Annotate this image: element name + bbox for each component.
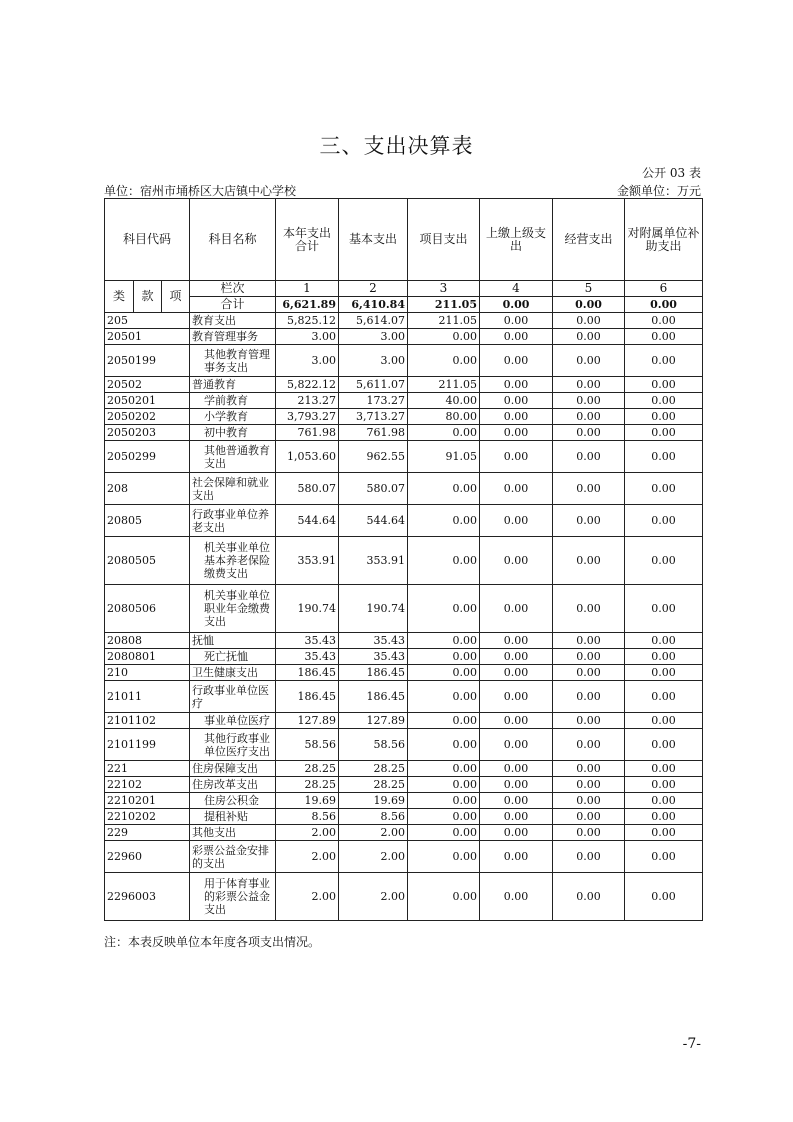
amount-basic: 19.69 <box>339 793 408 809</box>
amount-total: 28.25 <box>276 761 339 777</box>
amount-business: 0.00 <box>553 825 625 841</box>
subject-code: 2050202 <box>105 409 190 425</box>
amount-upper: 0.00 <box>480 873 553 921</box>
amount-business: 0.00 <box>553 345 625 377</box>
amount-total: 213.27 <box>276 393 339 409</box>
amount-upper: 0.00 <box>480 425 553 441</box>
col-num-3: 3 <box>408 281 480 297</box>
table-row <box>105 537 703 585</box>
amount-subsidy: 0.00 <box>625 761 703 777</box>
amount-upper: 0.00 <box>480 313 553 329</box>
header-xiang: 项 <box>162 281 190 313</box>
table-row <box>105 585 703 633</box>
subject-code: 229 <box>105 825 190 841</box>
subject-code: 2296003 <box>105 873 190 921</box>
amount-project: 0.00 <box>408 505 480 537</box>
table-row <box>105 649 703 665</box>
amount-upper: 0.00 <box>480 345 553 377</box>
amount-upper: 0.00 <box>480 665 553 681</box>
amount-subsidy: 0.00 <box>625 825 703 841</box>
subject-code: 210 <box>105 665 190 681</box>
amount-basic: 2.00 <box>339 873 408 921</box>
subject-code: 22960 <box>105 841 190 873</box>
subject-code: 2050203 <box>105 425 190 441</box>
table-row <box>105 329 703 345</box>
subject-name: 提租补贴 <box>190 809 276 825</box>
amount-project: 0.00 <box>408 777 480 793</box>
subject-name: 用于体育事业的彩票公益金支出 <box>190 873 276 921</box>
table-row <box>105 473 703 505</box>
amount-upper: 0.00 <box>480 473 553 505</box>
amount-business: 0.00 <box>553 505 625 537</box>
amount-project: 0.00 <box>408 729 480 761</box>
amount-business: 0.00 <box>553 441 625 473</box>
table-row <box>105 505 703 537</box>
amount-basic: 127.89 <box>339 713 408 729</box>
table-row <box>105 409 703 425</box>
amount-upper: 0.00 <box>480 441 553 473</box>
table-row <box>105 377 703 393</box>
amount-project: 0.00 <box>408 633 480 649</box>
subject-code: 2050201 <box>105 393 190 409</box>
subject-code: 221 <box>105 761 190 777</box>
amount-subsidy: 0.00 <box>625 681 703 713</box>
table-row <box>105 633 703 649</box>
table-row <box>105 873 703 921</box>
subject-name: 其他行政事业单位医疗支出 <box>190 729 276 761</box>
amount-business: 0.00 <box>553 313 625 329</box>
amount-basic: 3.00 <box>339 345 408 377</box>
amount-subsidy: 0.00 <box>625 841 703 873</box>
total-cell: 6,410.84 <box>339 297 408 313</box>
amount-basic: 35.43 <box>339 649 408 665</box>
subject-code: 2050299 <box>105 441 190 473</box>
table-row <box>105 345 703 377</box>
amount-upper: 0.00 <box>480 649 553 665</box>
amount-upper: 0.00 <box>480 793 553 809</box>
amount-upper: 0.00 <box>480 729 553 761</box>
amount-basic: 173.27 <box>339 393 408 409</box>
amount-project: 0.00 <box>408 713 480 729</box>
amount-business: 0.00 <box>553 665 625 681</box>
subject-code: 2101199 <box>105 729 190 761</box>
header-code: 科目代码 <box>105 199 190 281</box>
amount-business: 0.00 <box>553 873 625 921</box>
amount-subsidy: 0.00 <box>625 713 703 729</box>
amount-subsidy: 0.00 <box>625 345 703 377</box>
total-cell: 211.05 <box>408 297 480 313</box>
subject-code: 20502 <box>105 377 190 393</box>
amount-basic: 186.45 <box>339 681 408 713</box>
amount-project: 0.00 <box>408 649 480 665</box>
table-row <box>105 729 703 761</box>
amount-subsidy: 0.00 <box>625 505 703 537</box>
amount-upper: 0.00 <box>480 681 553 713</box>
amount-upper: 0.00 <box>480 505 553 537</box>
amount-business: 0.00 <box>553 777 625 793</box>
amount-project: 91.05 <box>408 441 480 473</box>
total-cell: 0.00 <box>480 297 553 313</box>
amount-upper: 0.00 <box>480 377 553 393</box>
amount-project: 40.00 <box>408 393 480 409</box>
amount-subsidy: 0.00 <box>625 793 703 809</box>
amount-business: 0.00 <box>553 713 625 729</box>
amount-upper: 0.00 <box>480 841 553 873</box>
amount-subsidy: 0.00 <box>625 409 703 425</box>
total-row <box>105 297 703 313</box>
total-cell: 0.00 <box>553 297 625 313</box>
table-row <box>105 665 703 681</box>
amount-project: 0.00 <box>408 665 480 681</box>
header-project: 项目支出 <box>408 199 480 281</box>
header-lanci: 栏次 <box>190 281 276 297</box>
amount-basic: 3,713.27 <box>339 409 408 425</box>
amount-project: 0.00 <box>408 425 480 441</box>
amount-total: 5,825.12 <box>276 313 339 329</box>
subject-code: 2080801 <box>105 649 190 665</box>
subject-name: 机关事业单位职业年金缴费支出 <box>190 585 276 633</box>
amount-basic: 5,614.07 <box>339 313 408 329</box>
col-num-2: 2 <box>339 281 408 297</box>
amount-upper: 0.00 <box>480 393 553 409</box>
subject-code: 20501 <box>105 329 190 345</box>
amount-business: 0.00 <box>553 393 625 409</box>
subject-code: 208 <box>105 473 190 505</box>
amount-total: 5,822.12 <box>276 377 339 393</box>
amount-business: 0.00 <box>553 681 625 713</box>
subject-name: 住房改革支出 <box>190 777 276 793</box>
amount-total: 28.25 <box>276 777 339 793</box>
header-business: 经营支出 <box>553 199 625 281</box>
table-row <box>105 793 703 809</box>
amount-project: 0.00 <box>408 809 480 825</box>
amount-project: 0.00 <box>408 873 480 921</box>
amount-project: 0.00 <box>408 585 480 633</box>
amount-total: 544.64 <box>276 505 339 537</box>
subject-name: 卫生健康支出 <box>190 665 276 681</box>
amount-project: 0.00 <box>408 825 480 841</box>
column-number-row <box>105 281 703 297</box>
subject-code: 205 <box>105 313 190 329</box>
amount-upper: 0.00 <box>480 633 553 649</box>
amount-business: 0.00 <box>553 761 625 777</box>
amount-basic: 28.25 <box>339 761 408 777</box>
amount-upper: 0.00 <box>480 777 553 793</box>
table-row <box>105 825 703 841</box>
amount-total: 761.98 <box>276 425 339 441</box>
amount-total: 2.00 <box>276 841 339 873</box>
amount-upper: 0.00 <box>480 537 553 585</box>
header-kuan: 款 <box>134 281 162 313</box>
amount-project: 0.00 <box>408 793 480 809</box>
amount-subsidy: 0.00 <box>625 377 703 393</box>
table-row <box>105 313 703 329</box>
amount-total: 353.91 <box>276 537 339 585</box>
subject-name: 普通教育 <box>190 377 276 393</box>
subject-name: 其他支出 <box>190 825 276 841</box>
amount-business: 0.00 <box>553 793 625 809</box>
table-row <box>105 841 703 873</box>
table-row <box>105 713 703 729</box>
col-num-4: 4 <box>480 281 553 297</box>
amount-upper: 0.00 <box>480 761 553 777</box>
form-number: 公开 03 表 <box>642 166 701 180</box>
amount-project: 0.00 <box>408 345 480 377</box>
amount-basic: 5,611.07 <box>339 377 408 393</box>
col-num-1: 1 <box>276 281 339 297</box>
amount-subsidy: 0.00 <box>625 873 703 921</box>
page-number: -7- <box>682 1036 701 1052</box>
header-subsidy: 对附属单位补助支出 <box>625 199 703 281</box>
amount-subsidy: 0.00 <box>625 585 703 633</box>
subject-name: 事业单位医疗 <box>190 713 276 729</box>
amount-basic: 3.00 <box>339 329 408 345</box>
subject-code: 2080505 <box>105 537 190 585</box>
amount-subsidy: 0.00 <box>625 313 703 329</box>
subject-name: 其他普通教育支出 <box>190 441 276 473</box>
amount-subsidy: 0.00 <box>625 777 703 793</box>
amount-total: 580.07 <box>276 473 339 505</box>
header-upper: 上缴上级支出 <box>480 199 553 281</box>
amount-basic: 190.74 <box>339 585 408 633</box>
amount-upper: 0.00 <box>480 409 553 425</box>
amount-upper: 0.00 <box>480 825 553 841</box>
amount-basic: 2.00 <box>339 841 408 873</box>
subject-name: 行政事业单位养老支出 <box>190 505 276 537</box>
amount-subsidy: 0.00 <box>625 809 703 825</box>
amount-total: 3.00 <box>276 329 339 345</box>
amount-subsidy: 0.00 <box>625 473 703 505</box>
amount-total: 2.00 <box>276 873 339 921</box>
header-row <box>105 199 703 281</box>
table-row <box>105 761 703 777</box>
amount-business: 0.00 <box>553 425 625 441</box>
amount-total: 127.89 <box>276 713 339 729</box>
amount-upper: 0.00 <box>480 713 553 729</box>
amount-business: 0.00 <box>553 409 625 425</box>
amount-project: 0.00 <box>408 841 480 873</box>
table-row <box>105 441 703 473</box>
amount-subsidy: 0.00 <box>625 441 703 473</box>
amount-total: 186.45 <box>276 665 339 681</box>
amount-unit-label: 金额单位：万元 <box>616 184 701 198</box>
subject-code: 2210202 <box>105 809 190 825</box>
amount-project: 0.00 <box>408 473 480 505</box>
subject-name: 彩票公益金安排的支出 <box>190 841 276 873</box>
subject-name: 初中教育 <box>190 425 276 441</box>
table-row <box>105 681 703 713</box>
amount-total: 2.00 <box>276 825 339 841</box>
subject-name: 住房保障支出 <box>190 761 276 777</box>
amount-basic: 186.45 <box>339 665 408 681</box>
amount-project: 0.00 <box>408 537 480 585</box>
table-row <box>105 809 703 825</box>
amount-basic: 2.00 <box>339 825 408 841</box>
subject-name: 教育管理事务 <box>190 329 276 345</box>
subject-name: 机关事业单位基本养老保险缴费支出 <box>190 537 276 585</box>
subject-code: 2050199 <box>105 345 190 377</box>
amount-basic: 353.91 <box>339 537 408 585</box>
amount-business: 0.00 <box>553 649 625 665</box>
amount-total: 3.00 <box>276 345 339 377</box>
amount-business: 0.00 <box>553 585 625 633</box>
amount-subsidy: 0.00 <box>625 633 703 649</box>
amount-basic: 761.98 <box>339 425 408 441</box>
amount-business: 0.00 <box>553 841 625 873</box>
amount-subsidy: 0.00 <box>625 329 703 345</box>
subject-code: 20805 <box>105 505 190 537</box>
total-cell: 6,621.89 <box>276 297 339 313</box>
header-total: 本年支出合计 <box>276 199 339 281</box>
amount-basic: 28.25 <box>339 777 408 793</box>
amount-business: 0.00 <box>553 329 625 345</box>
subject-code: 20808 <box>105 633 190 649</box>
amount-upper: 0.00 <box>480 585 553 633</box>
amount-project: 0.00 <box>408 329 480 345</box>
expenditure-table <box>104 198 703 921</box>
subject-name: 住房公积金 <box>190 793 276 809</box>
amount-project: 211.05 <box>408 377 480 393</box>
amount-total: 35.43 <box>276 633 339 649</box>
amount-total: 8.56 <box>276 809 339 825</box>
subject-name: 行政事业单位医疗 <box>190 681 276 713</box>
subject-code: 21011 <box>105 681 190 713</box>
subject-name: 抚恤 <box>190 633 276 649</box>
table-note: 注：本表反映单位本年度各项支出情况。 <box>104 935 321 949</box>
amount-subsidy: 0.00 <box>625 649 703 665</box>
amount-business: 0.00 <box>553 537 625 585</box>
subject-name: 小学教育 <box>190 409 276 425</box>
amount-business: 0.00 <box>553 633 625 649</box>
table-row <box>105 393 703 409</box>
page-title: 三、支出决算表 <box>319 134 474 158</box>
amount-project: 0.00 <box>408 681 480 713</box>
header-lei: 类 <box>105 281 134 313</box>
amount-business: 0.00 <box>553 473 625 505</box>
subject-code: 2080506 <box>105 585 190 633</box>
subject-code: 22102 <box>105 777 190 793</box>
amount-business: 0.00 <box>553 809 625 825</box>
amount-business: 0.00 <box>553 729 625 761</box>
amount-total: 58.56 <box>276 729 339 761</box>
total-cell: 0.00 <box>625 297 703 313</box>
amount-total: 186.45 <box>276 681 339 713</box>
amount-total: 19.69 <box>276 793 339 809</box>
unit-label: 单位：宿州市埇桥区大店镇中心学校 <box>104 184 297 198</box>
subject-name: 教育支出 <box>190 313 276 329</box>
header-basic: 基本支出 <box>339 199 408 281</box>
amount-basic: 962.55 <box>339 441 408 473</box>
amount-upper: 0.00 <box>480 809 553 825</box>
amount-subsidy: 0.00 <box>625 537 703 585</box>
amount-basic: 8.56 <box>339 809 408 825</box>
amount-business: 0.00 <box>553 377 625 393</box>
table-row <box>105 777 703 793</box>
subject-name: 社会保障和就业支出 <box>190 473 276 505</box>
amount-basic: 58.56 <box>339 729 408 761</box>
amount-subsidy: 0.00 <box>625 425 703 441</box>
amount-project: 0.00 <box>408 761 480 777</box>
amount-total: 190.74 <box>276 585 339 633</box>
col-num-5: 5 <box>553 281 625 297</box>
amount-basic: 544.64 <box>339 505 408 537</box>
amount-upper: 0.00 <box>480 329 553 345</box>
col-num-6: 6 <box>625 281 703 297</box>
subject-code: 2101102 <box>105 713 190 729</box>
amount-total: 1,053.60 <box>276 441 339 473</box>
amount-subsidy: 0.00 <box>625 393 703 409</box>
header-name: 科目名称 <box>190 199 276 281</box>
total-label: 合计 <box>190 297 276 313</box>
table-row <box>105 425 703 441</box>
amount-subsidy: 0.00 <box>625 665 703 681</box>
amount-project: 80.00 <box>408 409 480 425</box>
subject-name: 学前教育 <box>190 393 276 409</box>
amount-total: 3,793.27 <box>276 409 339 425</box>
subject-code: 2210201 <box>105 793 190 809</box>
amount-basic: 580.07 <box>339 473 408 505</box>
amount-basic: 35.43 <box>339 633 408 649</box>
amount-subsidy: 0.00 <box>625 729 703 761</box>
subject-name: 其他教育管理事务支出 <box>190 345 276 377</box>
amount-project: 211.05 <box>408 313 480 329</box>
amount-total: 35.43 <box>276 649 339 665</box>
subject-name: 死亡抚恤 <box>190 649 276 665</box>
